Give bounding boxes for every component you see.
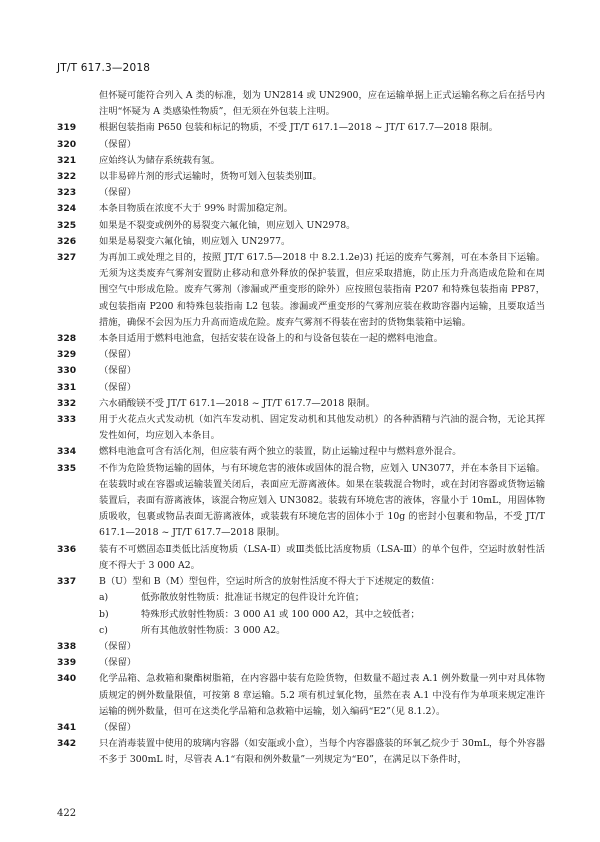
provision-number: 322 bbox=[57, 171, 77, 183]
subitem-label: a) bbox=[99, 592, 109, 604]
provision-entry bbox=[57, 396, 545, 412]
provision-number: 328 bbox=[57, 333, 77, 345]
provision-body bbox=[99, 720, 545, 736]
provision-subitem bbox=[99, 607, 545, 623]
provision-text: 燃料电池盒可含有活化剂，但应装有两个独立的装置，防止运输过程中与燃料意外混合。 bbox=[99, 446, 462, 458]
provision-body bbox=[99, 137, 545, 153]
provision-number: 331 bbox=[57, 381, 77, 393]
provision-body bbox=[99, 185, 545, 201]
provision-number: 335 bbox=[57, 462, 77, 474]
provision-body bbox=[99, 88, 545, 120]
provision-text: 六水硝酸镁不受 JT/T 617.1—2018 ~ JT/T 617.7—2018 限制。 bbox=[99, 397, 376, 409]
provision-entry bbox=[57, 655, 545, 671]
provision-number: 329 bbox=[57, 349, 77, 361]
provision-number: 324 bbox=[57, 203, 77, 215]
provision-entry bbox=[57, 363, 545, 379]
provision-text: 本条目适用于燃料电池盒，包括安装在设备上的和与设备包装在一起的燃料电池盒。 bbox=[99, 333, 443, 345]
provision-number: 319 bbox=[57, 122, 77, 134]
provision-text: （保留） bbox=[99, 187, 137, 199]
provision-text: 根据包装指南 P650 包装和标记的物质，不受 JT/T 617.1—2018 ~ JT/T 617.7—2018 限制。 bbox=[99, 122, 499, 134]
provision-text: （保留） bbox=[99, 640, 137, 652]
provision-number: 326 bbox=[57, 235, 77, 247]
provision-text: 只在消毒装置中使用的玻璃内容器（如安瓿或小盒），当每个内容器盛装的环氧乙烷少于 30mL，每个外容器不多于 300mL 时，尽管表 A.1“有限和例外数量”一列规定为“E0”，在满足以下条件时， bbox=[99, 738, 545, 766]
provisions-list bbox=[57, 88, 545, 769]
provision-body bbox=[99, 153, 545, 169]
provision-body bbox=[99, 639, 545, 655]
provision-number: 338 bbox=[57, 640, 77, 652]
subitem-label: b) bbox=[99, 608, 109, 620]
provision-body bbox=[99, 574, 545, 639]
provision-text: 用于火花点火式发动机（如汽车发动机、固定发动机和其他发动机）的各种酒精与汽油的混合物，无论其挥发性如何，均应划入本条目。 bbox=[99, 414, 545, 442]
subitem-text: 特殊形式放射性物质：3 000 A1 或 100 000 A2，其中之较低者； bbox=[141, 608, 420, 620]
provision-entry bbox=[57, 444, 545, 460]
provision-number: 327 bbox=[57, 252, 77, 264]
provision-body bbox=[99, 736, 545, 768]
provision-body bbox=[99, 250, 545, 331]
provision-text: 如果是易裂变六氟化铀，则应划入 UN2977。 bbox=[99, 235, 291, 247]
provision-entry bbox=[57, 736, 545, 768]
provision-body bbox=[99, 331, 545, 347]
provision-entry bbox=[57, 201, 545, 217]
provision-entry bbox=[57, 120, 545, 136]
provision-subitem bbox=[99, 590, 545, 606]
provision-text: 装有不可燃固态Ⅱ类低比活度物质（LSA-Ⅱ）或Ⅲ类低比活度物质（LSA-Ⅲ）的单个包件，空运时放射性活度不得大于 3 000 A2。 bbox=[99, 543, 545, 571]
provision-body bbox=[99, 542, 545, 574]
document-code-header: JT/T 617.3—2018 bbox=[57, 62, 151, 74]
provision-body bbox=[99, 169, 545, 185]
provision-entry bbox=[57, 347, 545, 363]
provision-number: 330 bbox=[57, 365, 77, 377]
provision-body bbox=[99, 380, 545, 396]
provision-text: 以非易碎片剂的形式运输时，货物可划入包装类别Ⅲ。 bbox=[99, 171, 322, 183]
provision-body bbox=[99, 396, 545, 412]
provision-number: 332 bbox=[57, 397, 77, 409]
provision-number: 334 bbox=[57, 446, 77, 458]
provision-number: 341 bbox=[57, 721, 77, 733]
provision-number: 340 bbox=[57, 673, 77, 685]
provision-number: 321 bbox=[57, 154, 77, 166]
provision-number: 337 bbox=[57, 576, 77, 588]
provision-body bbox=[99, 655, 545, 671]
provision-body bbox=[99, 363, 545, 379]
provision-entry bbox=[57, 185, 545, 201]
provision-entry bbox=[57, 412, 545, 444]
provision-number: 339 bbox=[57, 657, 77, 669]
provision-entry bbox=[57, 153, 545, 169]
provision-text: 不作为危险货物运输的固体，与有环境危害的液体或固体的混合物，应划入 UN3077，并在本条目下运输。在装载时或在容器或运输装置关闭后，表面应无游离液体。如果在装载混合物时，或在封闭容器或货物运输装置后，表面有游离液体，该混合物应划入 UN3082。装载有环境危害的液体，容量小于 10mL，用固体物质吸收，包裹或物品表面无游离液体，或装载有环境危害的固体小于 10g 的密封小包裹和物品，不受 JT/T 617.1—2018 ~ JT/T 617.7—2018 限制。 bbox=[99, 462, 545, 539]
provision-body bbox=[99, 201, 545, 217]
subitem-text: 所有其他放射性物质：3 000 A2。 bbox=[141, 624, 286, 636]
provision-entry bbox=[57, 218, 545, 234]
provision-entry bbox=[57, 542, 545, 574]
provision-text: 本条目物质在浓度不大于 99% 时需加稳定剂。 bbox=[99, 203, 293, 215]
provision-number: 342 bbox=[57, 738, 77, 750]
provision-entry bbox=[57, 720, 545, 736]
provision-text: （保留） bbox=[99, 349, 137, 361]
provision-text: （保留） bbox=[99, 381, 137, 393]
provision-entry bbox=[57, 169, 545, 185]
provision-entry bbox=[57, 461, 545, 542]
provision-entry bbox=[57, 137, 545, 153]
provision-text: 化学品箱、急救箱和聚酯树脂箱，在内容器中装有危险货物，但数量不超过表 A.1 例外数量一列中对具体物质规定的例外数量限值，可按第 8 章运输。5.2 项有机过氧化物，虽然在表 A.1 中没有作为单项来规定准许运输的例外数量，但可在这类化学品箱和急救箱中运输，划入编码“E2”（见 8.1.2）。 bbox=[99, 673, 545, 717]
provision-body bbox=[99, 218, 545, 234]
provision-entry bbox=[57, 639, 545, 655]
provision-text: B（U）型和 B（M）型包件，空运时所含的放射性活度不得大于下述规定的数值： bbox=[99, 576, 440, 588]
provision-text: （保留） bbox=[99, 138, 137, 150]
provision-body bbox=[99, 444, 545, 460]
provision-text: （保留） bbox=[99, 721, 137, 733]
provision-entry bbox=[57, 88, 545, 120]
provision-entry bbox=[57, 331, 545, 347]
provision-text: 应始终认为储存系统载有氢。 bbox=[99, 154, 220, 166]
provision-entry bbox=[57, 574, 545, 639]
provision-body bbox=[99, 120, 545, 136]
provision-body bbox=[99, 347, 545, 363]
provision-body bbox=[99, 671, 545, 720]
provision-number: 320 bbox=[57, 138, 77, 150]
provision-text: 为再加工或处理之目的，按照 JT/T 617.5—2018 中 8.2.1.2e)3) 托运的废弃气雾剂，可在本条目下运输。无须为这类废弃气雾剂安置防止移动和意外释放的保护装置，但应采取措施，防止压力升高造成危险和在周围空气中形成危险。废弃气雾剂（渗漏或严重变形的除外）应按照包装指南 P207 和特殊包装指南 PP87，或包装指南 P200 和特殊包装指南 L2 包装。渗漏或严重变形的气雾剂应装在救助容器内运输，且要取适当措施，确保不会因为压力升高而造成危险。废弃气雾剂不得装在密封的货物集装箱中运输。 bbox=[99, 252, 545, 328]
provision-number: 336 bbox=[57, 543, 77, 555]
subitem-text: 低弥散放射性物质：批准证书规定的包件设计允许值； bbox=[141, 592, 365, 604]
provision-text: （保留） bbox=[99, 365, 137, 377]
provision-entry bbox=[57, 250, 545, 331]
provision-number: 325 bbox=[57, 219, 77, 231]
provision-body bbox=[99, 234, 545, 250]
provision-entry bbox=[57, 380, 545, 396]
provision-entry bbox=[57, 234, 545, 250]
provision-number: 333 bbox=[57, 414, 77, 426]
provision-body bbox=[99, 412, 545, 444]
provision-text: （保留） bbox=[99, 657, 137, 669]
provision-subitem bbox=[99, 623, 545, 639]
subitem-label: c) bbox=[99, 624, 108, 636]
provision-body bbox=[99, 461, 545, 542]
provision-entry bbox=[57, 671, 545, 720]
provision-text: 如果是不裂变或例外的易裂变六氟化铀，则应划入 UN2978。 bbox=[99, 219, 356, 231]
provision-text: 但怀疑可能符合列入 A 类的标准，划为 UN2814 或 UN2900，应在运输单据上正式运输名称之后在括号内注明“怀疑为 A 类感染性物质”，但无须在外包装上注明。 bbox=[99, 90, 545, 118]
provision-number: 323 bbox=[57, 187, 77, 199]
page-number: 422 bbox=[57, 808, 77, 819]
